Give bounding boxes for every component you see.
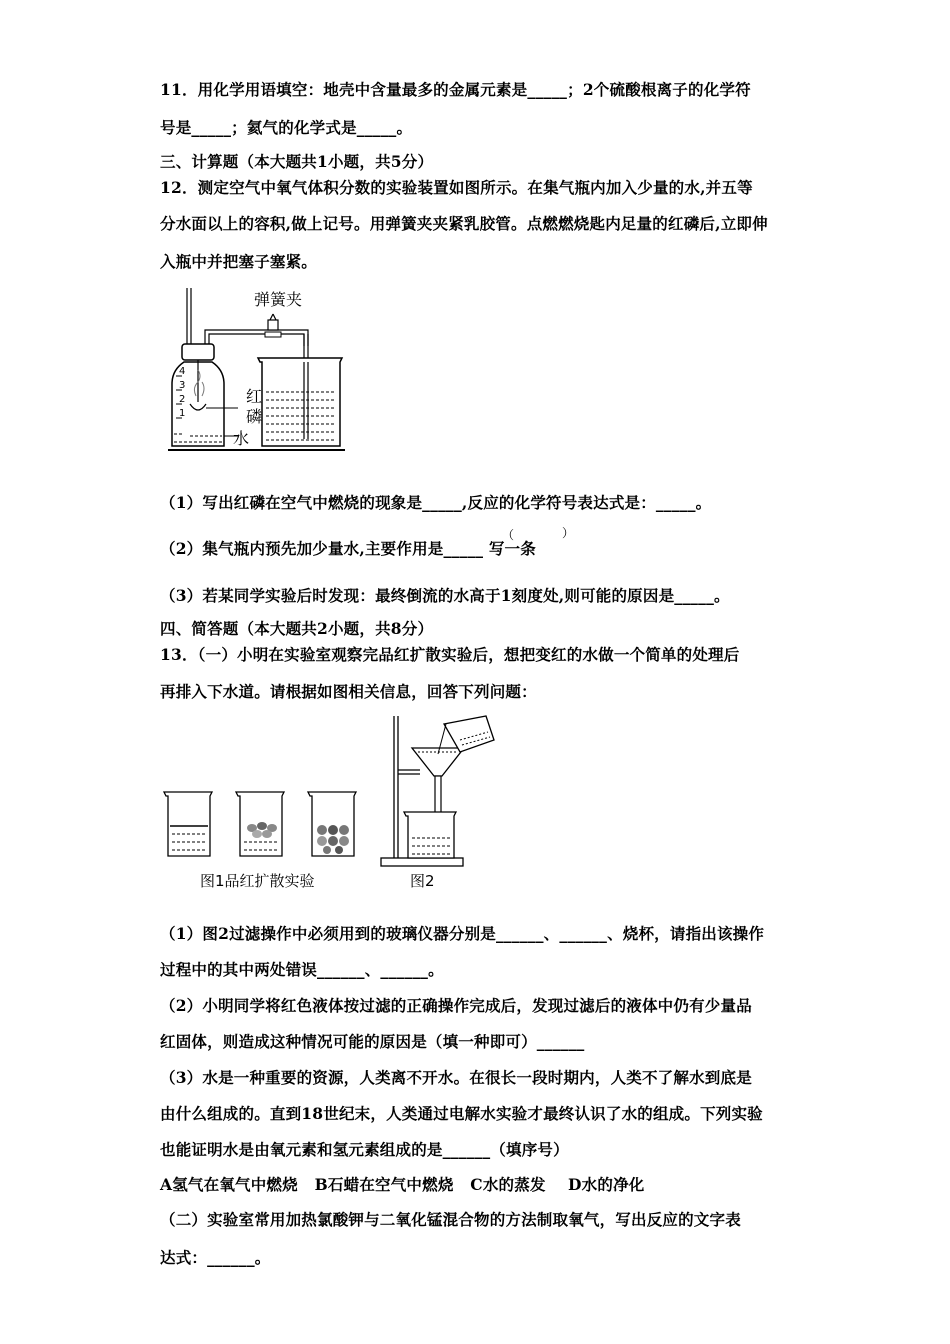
q11-line2: 号是_____；氦气的化学式是_____。 (160, 118, 413, 137)
section4-heading: 四、简答题（本大题共2小题，共8分） (160, 619, 434, 638)
q12-sub1: （1）写出红磷在空气中燃烧的现象是_____,反应的化学符号表达式是：_____。 (160, 493, 712, 512)
q11-line1: 11．用化学用语填空：地壳中含量最多的金属元素是_____；2个硫酸根离子的化学符 (160, 80, 751, 99)
mark-2: 2 (179, 394, 186, 405)
q13-options: A氢气在氧气中燃烧 B石蜡在空气中燃烧 C水的蒸发 D水的净化 (160, 1175, 645, 1194)
fig1-caption: 图1品红扩散实验 (200, 872, 315, 890)
q12-line3: 入瓶中并把塞子塞紧。 (160, 252, 318, 271)
q12-line1: 12．测定空气中氧气体积分数的实验装置如图所示。在集气瓶内加入少量的水,并五等 (160, 178, 753, 197)
beaker-1 (164, 792, 212, 856)
q12-line2: 分水面以上的容积,做上记号。用弹簧夹夹紧乳胶管。点燃燃烧匙内足量的红磷后,立即伸 (160, 214, 768, 233)
q13-sub3-line3: 也能证明水是由氧元素和氢元素组成的是______（填序号） (160, 1140, 569, 1159)
fig2-caption: 图2 (410, 872, 435, 890)
q12-sub2: （2）集气瓶内预先加少量水,主要作用是_____ 写一条 (160, 539, 536, 558)
filtration-figure (378, 712, 500, 868)
q13-sub2-line1: （2）小明同学将红色液体按过滤的正确操作完成后，发现过滤后的液体中仍有少量品 (160, 996, 752, 1015)
section3-heading: 三、计算题（本大题共1小题，共5分） (160, 152, 434, 171)
q13-sub3-line1: （3）水是一种重要的资源，人类离不开水。在很长一段时期内，人类不了解水到底是 (160, 1068, 752, 1087)
beaker-2 (236, 792, 284, 856)
mark-1: 1 (179, 408, 186, 419)
sub2-paren-close: ） (562, 526, 575, 540)
q13-line2: 再排入下水道。请根据如图相关信息，回答下列问题： (160, 682, 537, 701)
q13-sub1-line1: （1）图2过滤操作中必须用到的玻璃仪器分别是______、______、烧杯，请指出该操作 (160, 924, 765, 943)
sub2-paren-open: （ (502, 528, 515, 542)
clamp-label: 弹簧夹 (254, 290, 303, 309)
mark-3: 3 (179, 380, 186, 391)
water-label: 水 (233, 429, 250, 448)
q13-part2-line1: （二）实验室常用加热氯酸钾与二氧化锰混合物的方法制取氧气，写出反应的文字表 (160, 1210, 741, 1229)
mark-4: 4 (179, 366, 186, 377)
q13-sub3-line2: 由什么组成的。直到18世纪末，人类通过电解水实验才最终认识了水的组成。下列实验 (160, 1104, 763, 1123)
q13-sub2-line2: 红固体，则造成这种情况可能的原因是（填一种即可）______ (160, 1032, 585, 1051)
q13-sub1-line2: 过程中的其中两处错误______、______。 (160, 960, 444, 979)
q13-part2-line2: 达式：______。 (160, 1248, 271, 1267)
diffusion-beakers-figure (160, 790, 360, 860)
beaker-3 (308, 792, 356, 856)
q12-sub3: （3）若某同学实验后时发现：最终倒流的水高于1刻度处,则可能的原因是_____。 (160, 586, 730, 605)
phosphorus-label-1: 红 (246, 387, 263, 406)
q13-line1: 13．（一）小明在实验室观察完品红扩散实验后，想把变红的水做一个简单的处理后 (160, 645, 740, 664)
phosphorus-label-2: 磷 (246, 407, 263, 426)
